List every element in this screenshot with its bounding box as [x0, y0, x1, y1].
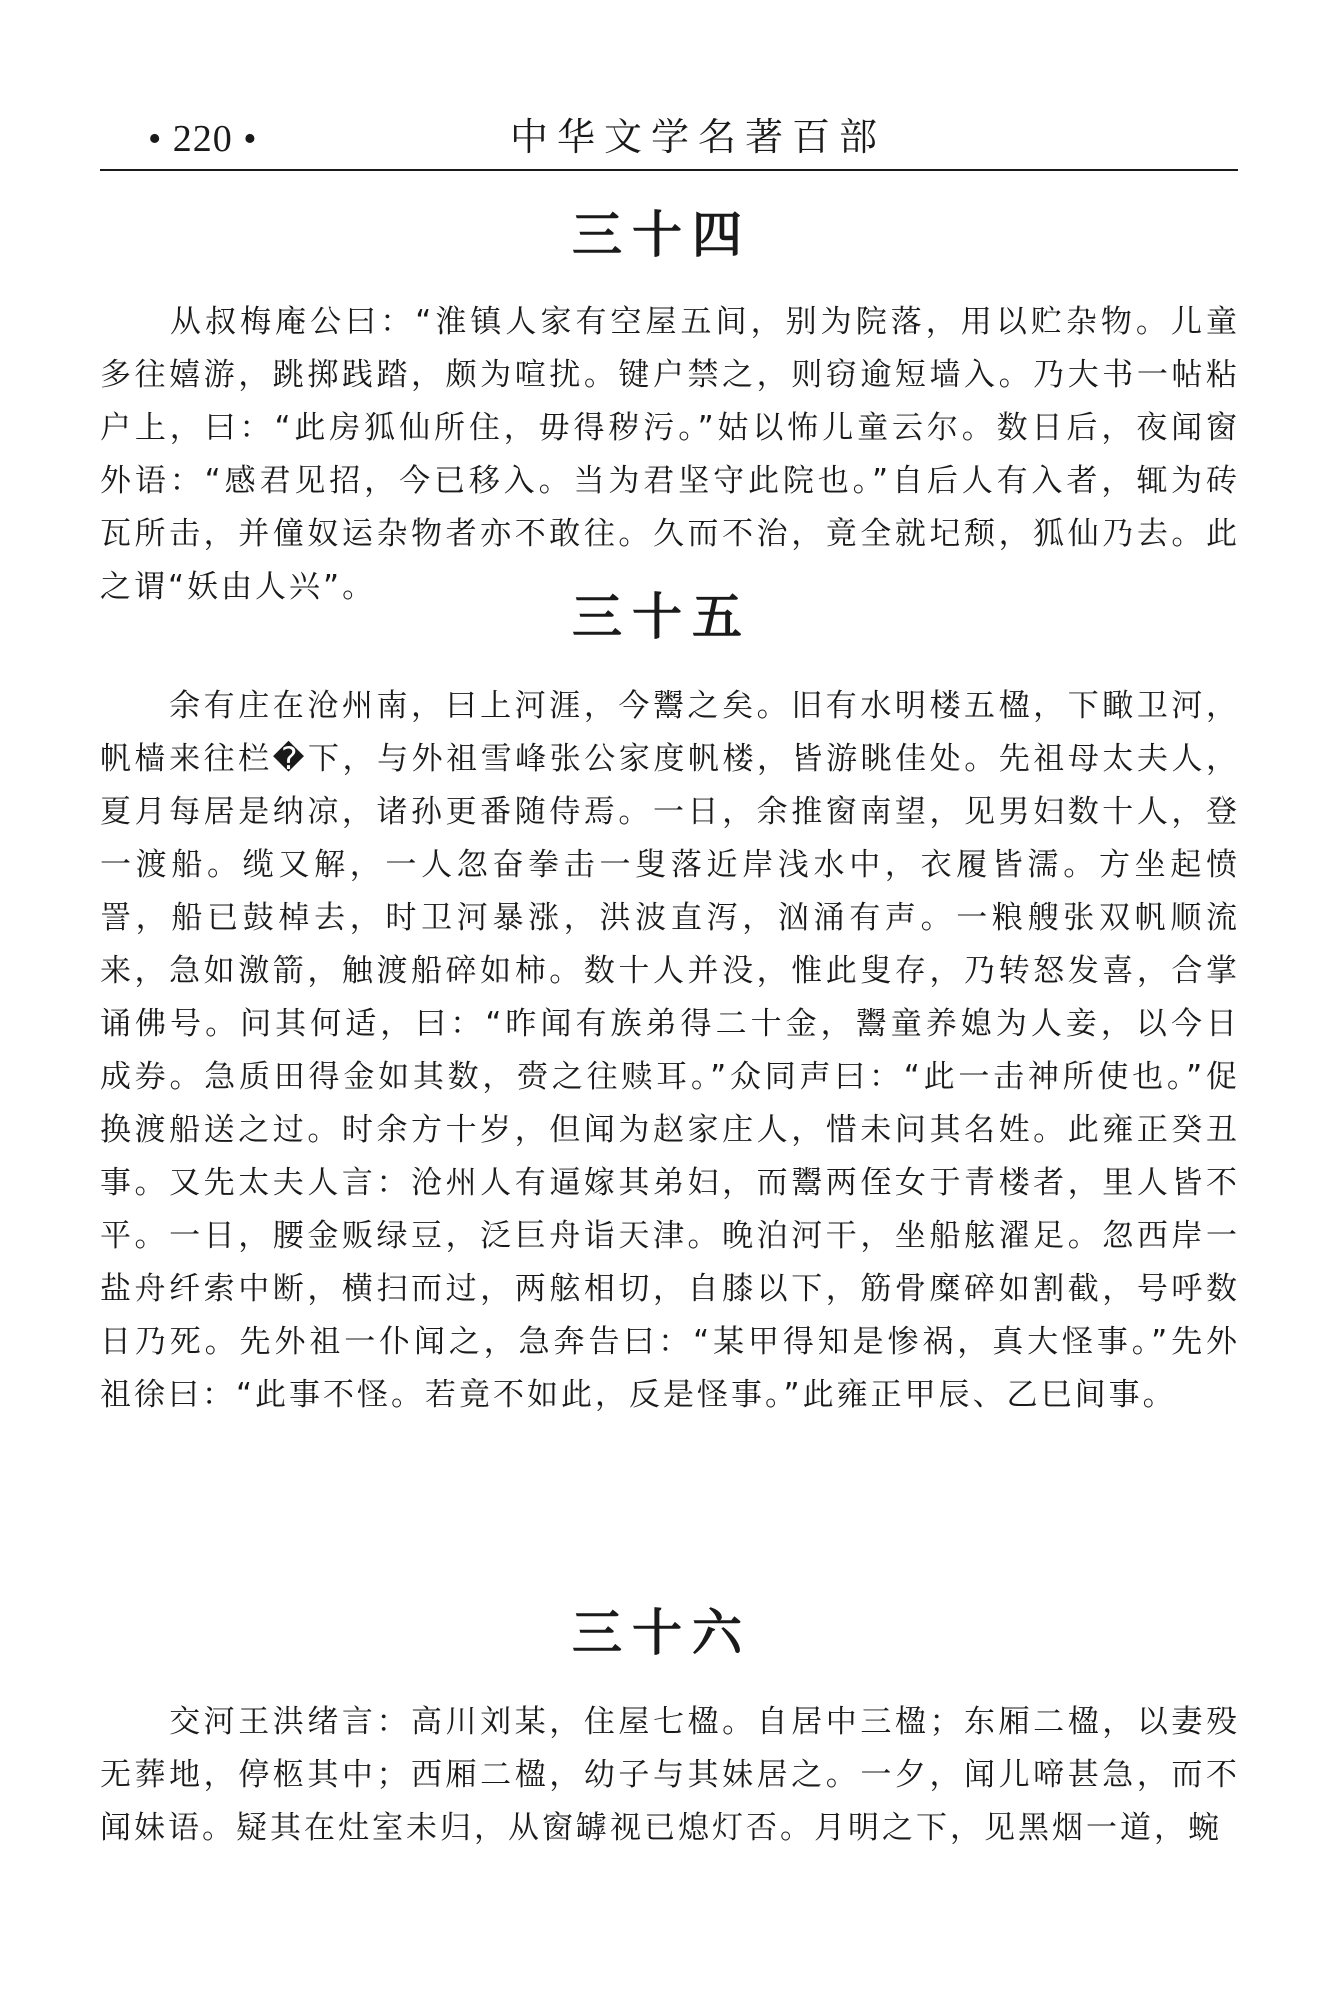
section-paragraph-35: 余有庄在沧州南，曰上河涯，今鬻之矣。旧有水明楼五楹，下瞰卫河，帆樯来往栏�下，与外祖雪峰张公家度帆楼，皆游眺佳处。先祖母太夫人，夏月每居是纳凉，诸孙更番随侍焉。一日，余推窗南望，见男妇数十人，登一渡船。缆又解，一人忽奋拳击一叟落近岸浅水中，衣履皆濡。方坐起愤詈，船已鼓棹去，时卫河暴涨，洪波直泻，汹涌有声。一粮艘张双帆顺流来，急如激箭，触渡船碎如柿。数十人并没，惟此叟存，乃转怒发喜，合掌诵佛号。问其何适，曰：“昨闻有族弟得二十金，鬻童养媳为人妾，以今日成券。急质田得金如其数，赍之往赎耳。”众同声曰：“此一击神所使也。”促换渡船送之过。时余方十岁，但闻为赵家庄人，惜未问其名姓。此雍正癸丑事。又先太夫人言：沧州人有逼嫁其弟妇，而鬻两侄女于青楼者，里人皆不平。一日，腰金贩绿豆，泛巨舟诣天津。晚泊河干，坐船舷濯足。忽西岸一盐舟纤索中断，横扫而过，两舷相切，自膝以下，筋骨糜碎如割截，号呼数日乃死。先外祖一仆闻之，急奔告曰：“某甲得知是惨祸，真大怪事。”先外祖徐曰：“此事不怪。若竟不如此，反是怪事。”此雍正甲辰、乙巳间事。 — [100, 688, 1240, 1413]
running-header — [100, 110, 1238, 172]
header-divider — [100, 169, 1238, 171]
section-paragraph-36: 交河王洪绪言：高川刘某，住屋七楹。自居中三楹；东厢二楹，以妻殁无葬地，停柩其中；西厢二楹，幼子与其妹居之。一夕，闻儿啼甚急，而不闻妹语。疑其在灶室未归，从窗罅视已熄灯否。月明之下，见黑烟一道，蜿 — [100, 1704, 1240, 1846]
section-heading-35: 三十五 — [572, 588, 752, 646]
section-paragraph-34: 从叔梅庵公曰：“淮镇人家有空屋五间，别为院落，用以贮杂物。儿童多往嬉游，跳掷践踏，颇为喧扰。键户禁之，则窃逾短墙入。乃大书一帖粘户上，曰：“此房狐仙所住，毋得秽污。”姑以怖儿童云尔。数日后，夜闻窗外语：“感君见招，今已移入。当为君坚守此院也。”自后人有入者，辄为砖瓦所击，并僮奴运杂物者亦不敢往。久而不治，竟全就圮颓，狐仙乃去。此之谓“妖由人兴”。 — [100, 304, 1240, 605]
page-number: • 220 • — [148, 118, 258, 160]
book-title: 中华文学名著百部 — [510, 115, 887, 159]
section-heading-34: 三十四 — [572, 206, 752, 264]
section-heading-36: 三十六 — [572, 1604, 752, 1662]
